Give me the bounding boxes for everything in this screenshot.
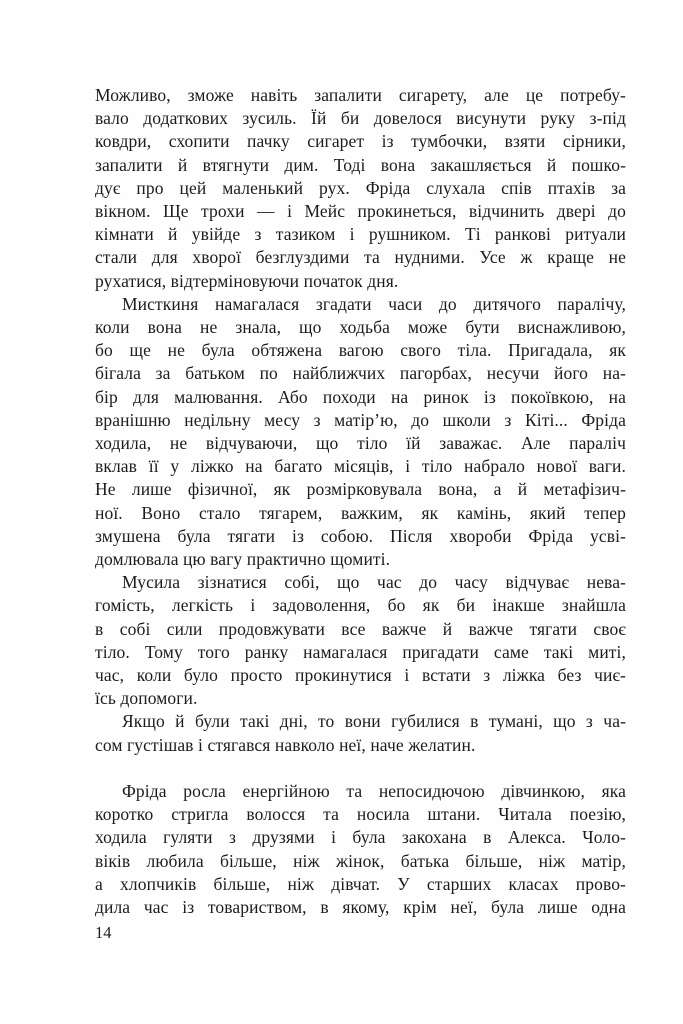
text-line: дує про цей маленький рух. Фріда слухала спів птахів за bbox=[95, 177, 626, 198]
text-line: бір для малювання. Або походи на ринок із покоївкою, на bbox=[95, 386, 626, 407]
text-line: в собі сили продовжувати все важче й важче тягати своє bbox=[95, 618, 626, 639]
text-line: ходила гуляти з друзями і була закохана в Алекса. Чоло- bbox=[95, 827, 626, 848]
text-line: дила час із товариством, в якому, крім неї, була лише одна bbox=[95, 897, 626, 918]
text-line: час, коли було просто прокинутися і встати з ліжка без чиє- bbox=[95, 665, 626, 686]
text-line: ковдри, схопити пачку сигарет із тумбочки, взяти сірники, bbox=[95, 131, 626, 152]
text-line: бо ще не була обтяжена вагою свого тіла. Пригадала, як bbox=[95, 340, 626, 361]
text-line: ходила, не відчуваючи, що тіло їй заважає. Але параліч bbox=[95, 433, 626, 454]
text-line: сом густішав і стягався навколо неї, наче желатин. bbox=[95, 734, 476, 755]
text-line: віків любила більше, ніж жінок, батька більше, ніж матір, bbox=[95, 850, 626, 871]
text-line: тіло. Тому того ранку намагалася пригадати саме такі миті, bbox=[95, 641, 626, 662]
text-line: Фріда росла енергійною та непосидючою дівчинкою, яка bbox=[122, 781, 626, 802]
text-line: кімнати й увійде з тазиком і рушником. Ті ранкові ритуали bbox=[95, 224, 626, 245]
paragraph bbox=[95, 780, 626, 919]
text-line: бігала за батьком по найближчих пагорбах, несучи його на- bbox=[95, 363, 626, 384]
text-line: рухатися, відтерміновуючи початок дня. bbox=[95, 270, 399, 291]
text-line: вікном. Ще трохи — і Мейс прокинеться, відчинить двері до bbox=[95, 201, 626, 222]
paragraph bbox=[95, 293, 626, 571]
text-line: домлювала цю вагу практично щомиті. bbox=[95, 549, 391, 570]
text-line: змушена була тягати із собою. Після хвороби Фріда усві- bbox=[95, 525, 626, 546]
text-line: Мисткиня намагалася згадати часи до дитячого паралічу, bbox=[122, 293, 626, 314]
page-number: 14 bbox=[95, 923, 112, 942]
text-line: вклав її у ліжко на багато місяців, і тіло набрало нової ваги. bbox=[95, 456, 626, 477]
text-line: Не лише фізичної, як розмірковувала вона, а й метафізич- bbox=[95, 479, 626, 500]
text-line: стали для хворої безглуздими та нудними. Усе ж краще не bbox=[95, 247, 626, 268]
text-line: вало додаткових зусиль. Їй би довелося висунути руку з-під bbox=[95, 108, 626, 129]
text-line: гомість, легкість і задоволення, бо як би інакше знайшла bbox=[95, 595, 626, 616]
text-line: їсь допомоги. bbox=[95, 688, 198, 709]
text-line: коротко стригла волосся та носила штани. Читала поезію, bbox=[95, 804, 626, 825]
text-line: Якщо й були такі дні, то вони губилися в тумані, що з ча- bbox=[122, 711, 626, 732]
text-line: запалити й втягнути дим. Тоді вона закашляється й пошко- bbox=[95, 154, 626, 175]
paragraph bbox=[95, 84, 626, 293]
paragraph bbox=[95, 710, 626, 756]
paragraph bbox=[95, 571, 626, 710]
text-line: Можливо, зможе навіть запалити сигарету, але це потребу- bbox=[95, 85, 626, 105]
text-line: вранішню недільну месу з матір’ю, до школи з Кіті... Фріда bbox=[95, 409, 626, 430]
text-block bbox=[95, 84, 626, 919]
text-line: а хлопчиків більше, ніж дівчат. У старших класах прово- bbox=[95, 873, 626, 894]
text-line: ної. Воно стало тягарем, важким, як камінь, який тепер bbox=[95, 502, 626, 523]
text-line: коли вона не знала, що ходьба може бути виснажливою, bbox=[95, 317, 626, 338]
text-line: Мусила зізнатися собі, що час до часу відчуває нева- bbox=[122, 572, 626, 593]
